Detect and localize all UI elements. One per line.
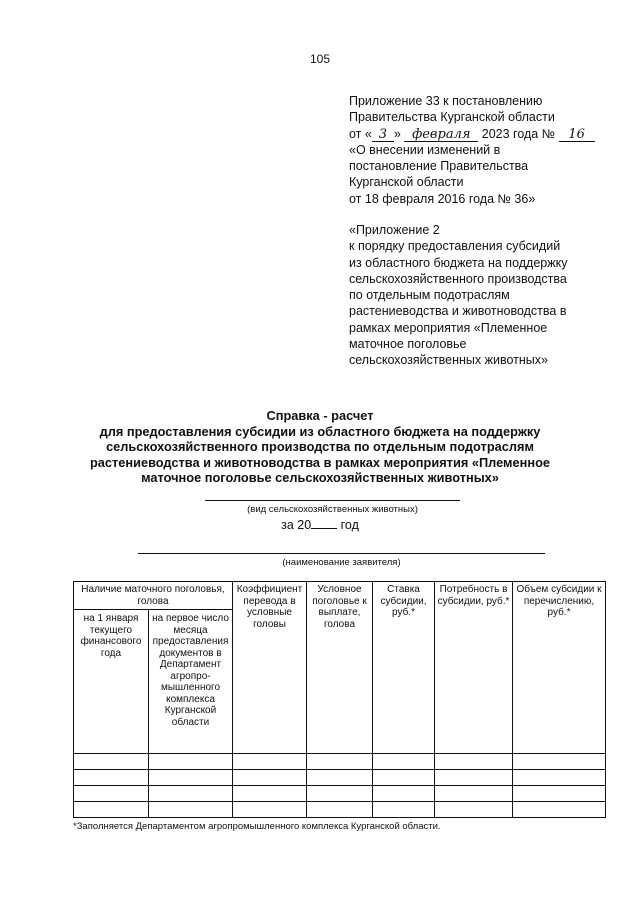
appendix-line: постановление Правительства bbox=[349, 159, 529, 174]
table-header-row bbox=[74, 582, 606, 610]
appendix-line: Курганской области bbox=[349, 175, 464, 190]
title-line: сельскохозяйственного производства по отдельным подотраслям bbox=[106, 439, 534, 454]
appendix2-line: маточное поголовье bbox=[349, 337, 467, 352]
handwritten-month: февраля bbox=[404, 128, 478, 142]
appendix2-line: из областного бюджета на поддержку bbox=[349, 255, 568, 270]
animal-type-caption: (вид сельскохозяйственных животных) bbox=[247, 504, 418, 515]
title-line: для предоставления субсидии из областного бюджета на поддержку bbox=[99, 423, 541, 439]
appendix-line: Правительства Курганской области bbox=[349, 110, 555, 125]
appendix-date-line: от « 3 » февраля 2023 года № 16 bbox=[349, 126, 629, 142]
appendix2-line: растениеводства и животноводства в bbox=[349, 304, 567, 319]
header-subsidy-rate: Ставка субсидии, руб.* bbox=[373, 582, 435, 754]
appendix-header bbox=[349, 93, 629, 207]
title-line: растениеводства и животноводства в рамках мероприятия «Племенное bbox=[89, 454, 551, 470]
applicant-blank-line[interactable] bbox=[138, 553, 545, 554]
year-blank[interactable] bbox=[311, 517, 337, 529]
title-line: Справка - расчет bbox=[266, 408, 374, 423]
year-line: за 20 год bbox=[281, 518, 359, 532]
appendix-line: Приложение 33 к постановлению bbox=[349, 94, 543, 108]
appendix2-line: сельскохозяйственного производства bbox=[349, 271, 567, 286]
appendix2-line: по отдельным подотраслям bbox=[349, 288, 510, 303]
header-month-first: на первое число месяца предоставления документов в Департамент агропро-мышленного комплекса Курганской области bbox=[149, 610, 233, 754]
table-row bbox=[74, 802, 606, 818]
applicant-caption: (наименование заявителя) bbox=[282, 557, 401, 568]
appendix2-line: к порядку предоставления субсидий bbox=[349, 239, 561, 254]
appendix2-line: сельскохозяйственных животных» bbox=[349, 353, 548, 368]
header-group-livestock: Наличие маточного поголовья, голова bbox=[74, 582, 233, 610]
header-conditional-livestock: Условное поголовье к выплате, голова bbox=[307, 582, 373, 754]
handwritten-day: 3 bbox=[372, 128, 394, 142]
title-line: маточное поголовье сельскохозяйственных животных» bbox=[141, 470, 499, 485]
footnote: *Заполняется Департаментом агропромышленного комплекса Курганской области. bbox=[73, 821, 441, 832]
appendix-line: «О внесении изменений в bbox=[349, 142, 501, 157]
appendix2-line: рамках мероприятия «Племенное bbox=[349, 320, 548, 335]
header-subsidy-need: Потребность в субсидии, руб.* bbox=[435, 582, 513, 754]
appendix-line: от 18 февраля 2016 года № 36» bbox=[349, 191, 536, 206]
subsidy-calculation-table bbox=[73, 581, 606, 818]
document-title bbox=[60, 408, 580, 486]
page-number: 105 bbox=[309, 52, 331, 66]
table-row bbox=[74, 754, 606, 770]
handwritten-number: 16 bbox=[559, 128, 595, 142]
header-coefficient: Коэффициент перевода в условные головы bbox=[233, 582, 307, 754]
header-jan-1: на 1 января текущего финансового года bbox=[74, 610, 149, 754]
animal-type-blank-line[interactable] bbox=[205, 500, 460, 501]
table-row bbox=[74, 770, 606, 786]
appendix2-line: «Приложение 2 bbox=[349, 223, 440, 237]
table-row bbox=[74, 786, 606, 802]
header-subsidy-amount: Объем субсидии к перечислению, руб.* bbox=[513, 582, 606, 754]
appendix2-header bbox=[349, 222, 634, 369]
